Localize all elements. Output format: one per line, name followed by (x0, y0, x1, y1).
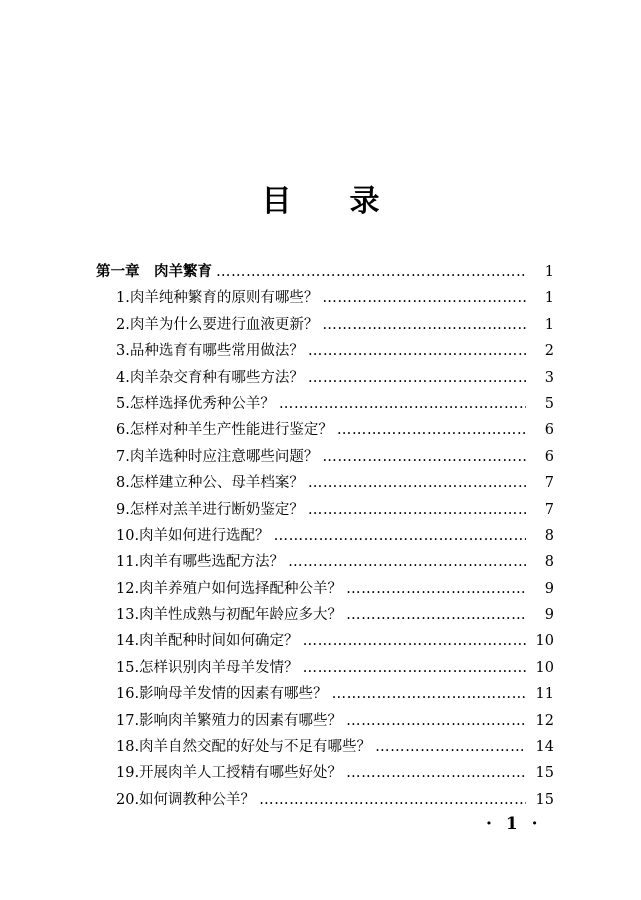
toc-entry-title: 20.如何调教种公羊？ (116, 791, 256, 808)
chapter-title: 第一章 肉羊繁育 (96, 264, 212, 280)
dot-leader (308, 343, 526, 359)
toc-entry-page-number: 14 (535, 739, 554, 756)
toc-entry[interactable] (96, 788, 554, 814)
dot-leader (308, 502, 526, 518)
toc-entry[interactable] (96, 524, 554, 550)
title-char-2: 录 (349, 184, 380, 219)
toc-entry[interactable] (96, 366, 554, 392)
toc-entry-page-number: 15 (535, 765, 554, 782)
dot-leader (308, 475, 526, 491)
toc-entry[interactable] (96, 498, 554, 524)
dot-leader (322, 290, 526, 306)
toc-entry-title: 1.肉羊纯种繁育的原则有哪些？ (116, 290, 319, 307)
toc-entry-title: 3.品种选育有哪些常用做法？ (116, 343, 304, 360)
toc-entry-title: 14.肉羊配种时间如何确定？ (116, 633, 299, 650)
dot-leader (332, 686, 526, 702)
dot-leader (274, 528, 526, 544)
dot-leader (346, 581, 526, 597)
toc-entry-title: 11.肉羊有哪些选配方法？ (116, 554, 285, 571)
toc-entry-page-number: 9 (544, 580, 554, 597)
toc-entry-page-number: 12 (535, 712, 554, 729)
toc-entry-title: 5.怎样选择优秀种公羊？ (116, 395, 275, 412)
table-of-contents (96, 260, 554, 814)
toc-entry-page-number: 9 (544, 607, 554, 624)
toc-entry-title: 18.肉羊自然交配的好处与不足有哪些？ (116, 739, 372, 756)
toc-entry-title: 17.影响肉羊繁殖力的因素有哪些？ (116, 712, 343, 729)
toc-entry-title: 9.怎样对羔羊进行断奶鉴定？ (116, 501, 304, 518)
dot-leader (279, 396, 526, 412)
toc-entry-page-number: 8 (544, 554, 554, 571)
toc-entry-page-number: 1 (544, 316, 554, 333)
toc-entry-page-number: 3 (544, 369, 554, 386)
page-title (0, 176, 641, 220)
toc-entry[interactable] (96, 418, 554, 444)
toc-entry-page-number: 8 (544, 527, 554, 544)
toc-entry-title: 6.怎样对种羊生产性能进行鉴定？ (116, 422, 333, 439)
dot-leader (259, 792, 526, 808)
toc-entry-page-number: 10 (535, 659, 554, 676)
toc-entry[interactable] (96, 603, 554, 629)
toc-entry[interactable] (96, 629, 554, 655)
dot-leader (303, 633, 526, 649)
toc-entry-page-number: 7 (544, 475, 554, 492)
dot-leader (346, 765, 526, 781)
toc-entry-page-number: 6 (544, 422, 554, 439)
toc-entry-title: 16.影响母羊发情的因素有哪些？ (116, 686, 328, 703)
dot-leader (303, 660, 526, 676)
toc-entry[interactable] (96, 577, 554, 603)
toc-entry-page-number: 11 (535, 686, 554, 703)
dot-leader (308, 370, 526, 386)
toc-entry-page-number: 7 (544, 501, 554, 518)
toc-entry-page-number: 15 (535, 791, 554, 808)
toc-entry[interactable] (96, 682, 554, 708)
toc-entry[interactable] (96, 286, 554, 312)
page-number-footer: · 1 · (486, 814, 542, 834)
toc-entry-title: 8.怎样建立种公、母羊档案？ (116, 475, 304, 492)
dot-leader (375, 739, 526, 755)
toc-entry-page-number: 1 (544, 290, 554, 307)
toc-entry[interactable] (96, 709, 554, 735)
toc-entry-title: 13.肉羊性成熟与初配年龄应多大？ (116, 607, 343, 624)
toc-entry-title: 12.肉羊养殖户如何选择配种公羊？ (116, 580, 343, 597)
dot-leader (337, 422, 526, 438)
dot-leader (346, 607, 526, 623)
toc-entry[interactable] (96, 445, 554, 471)
dot-leader (216, 264, 526, 280)
toc-entry-title: 10.肉羊如何进行选配？ (116, 527, 270, 544)
toc-entry[interactable] (96, 550, 554, 576)
chapter-page-number: 1 (544, 264, 554, 280)
title-char-1: 目 (261, 184, 292, 219)
toc-entry-page-number: 6 (544, 448, 554, 465)
toc-entry[interactable] (96, 656, 554, 682)
toc-entry-page-number: 2 (544, 343, 554, 360)
dot-leader (322, 449, 526, 465)
toc-chapter-entry[interactable] (96, 260, 554, 286)
dot-leader (288, 554, 526, 570)
toc-entry-title: 4.肉羊杂交育种有哪些方法？ (116, 369, 304, 386)
dot-leader (322, 317, 526, 333)
toc-entry-title: 15.怎样识别肉羊母羊发情？ (116, 659, 299, 676)
toc-entry-title: 7.肉羊选种时应注意哪些问题？ (116, 448, 319, 465)
toc-entry[interactable] (96, 761, 554, 787)
toc-entry[interactable] (96, 313, 554, 339)
toc-entry[interactable] (96, 392, 554, 418)
dot-leader (346, 713, 526, 729)
toc-entry-title: 2.肉羊为什么要进行血液更新？ (116, 316, 319, 333)
toc-entry[interactable] (96, 735, 554, 761)
toc-entry-page-number: 5 (544, 395, 554, 412)
toc-entry-page-number: 10 (535, 633, 554, 650)
toc-entry-title: 19.开展肉羊人工授精有哪些好处？ (116, 765, 343, 782)
toc-entry[interactable] (96, 339, 554, 365)
toc-entry[interactable] (96, 471, 554, 497)
